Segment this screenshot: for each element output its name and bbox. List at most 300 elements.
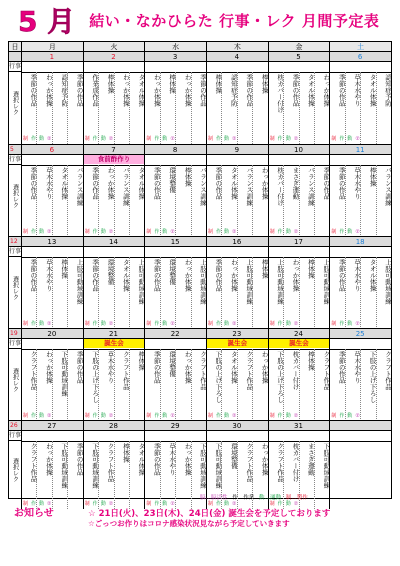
notice-line: ☆ 21日(火)、23日(木)、24日(金) 誕生会を予定しております (88, 509, 331, 519)
activity-item: 認知症予防 (229, 74, 238, 107)
activity-item: 草木水やり (44, 259, 53, 292)
tag: 動 (39, 229, 45, 235)
tag: 作 (339, 136, 345, 142)
tag: 動 (100, 413, 106, 419)
tag: 制 (269, 229, 275, 235)
activity-item: わっか体操 (229, 259, 238, 292)
date-number: 16 (232, 238, 242, 246)
activity-item: クラフト作品 (121, 351, 130, 390)
activity-item: バランス訓練 (198, 167, 207, 206)
tag: 動 (285, 136, 291, 142)
date-number: 8 (172, 146, 178, 154)
slot-divider (237, 349, 238, 421)
date-number: 18 (355, 238, 365, 246)
tag: 動 (347, 321, 353, 327)
activity-item: 環境整備 (106, 259, 115, 285)
tag: 動 (162, 136, 168, 142)
tag: 動 (100, 501, 106, 507)
tag: 作 (216, 501, 222, 507)
date-number: 14 (109, 238, 118, 246)
activity-item: タオル体操 (306, 74, 315, 107)
tag: ② (355, 413, 360, 419)
activity-item: 草木水やり (353, 74, 362, 107)
tag: 動 (224, 501, 230, 507)
slot-divider (160, 441, 161, 509)
slot-divider (191, 72, 192, 144)
slot-divider (283, 349, 284, 421)
activity-tags (208, 228, 267, 236)
slot-divider (36, 257, 37, 329)
tag: 制 (331, 321, 337, 327)
slot-divider (160, 257, 161, 329)
activity-tags (270, 412, 329, 420)
slot-divider (114, 349, 115, 421)
activity-item: タオル体操 (368, 74, 377, 107)
activity-tags (208, 412, 267, 420)
activity-item: タオル体操 (229, 167, 238, 200)
activity-item: 棒体操 (306, 351, 315, 371)
sentaku-label: 選択レク (11, 368, 19, 392)
date-number: 24 (294, 330, 303, 338)
activity-tags (85, 135, 144, 143)
date-number: 4 (234, 53, 240, 61)
activity-tags (146, 228, 205, 236)
tag: ② (108, 501, 114, 507)
activity-item: 枕カバー付け (276, 74, 285, 113)
activity-item: 季節の作品 (29, 74, 38, 107)
date-number: 11 (355, 146, 365, 154)
tag: 制 (146, 501, 152, 507)
title-bar (0, 0, 400, 40)
activity-item: 季節の作品 (291, 74, 300, 107)
date-number: 27 (47, 422, 57, 430)
date-number: 21 (109, 330, 118, 338)
slot-divider (283, 165, 284, 237)
activity-item: 草木水やり (106, 351, 115, 384)
activity-item: タオル体操 (229, 351, 238, 384)
date-number: 10 (294, 146, 303, 154)
tag: ② (232, 501, 237, 507)
sunday-date: 5 (10, 146, 14, 153)
activity-tags (85, 228, 144, 236)
slot-divider (314, 441, 315, 509)
activity-item: 環境整備 (168, 259, 177, 285)
activity-item: タオル体操 (137, 443, 146, 476)
activity-tags (331, 320, 390, 328)
sunday-date: 19 (10, 330, 18, 337)
slot-divider (252, 349, 253, 421)
slot-divider (345, 257, 346, 329)
date-number: 3 (172, 53, 178, 61)
activity-item: 季節の作品 (29, 167, 38, 200)
tag: 作 (31, 229, 37, 235)
activity-item: まさぎ運動 (306, 443, 315, 476)
date-number: 13 (47, 238, 57, 246)
activity-item: バランス訓練 (306, 167, 315, 206)
slot-divider (314, 72, 315, 144)
slot-divider (160, 349, 161, 421)
tag: 制 (146, 136, 152, 142)
tag: 動 (347, 229, 353, 235)
date-number: 15 (170, 238, 180, 246)
slot-divider (191, 165, 192, 237)
activity-item: 草木水やり (353, 167, 362, 200)
tag: 動 (39, 136, 45, 142)
tag: 動 (100, 136, 106, 142)
activity-tags (270, 320, 329, 328)
tag: 作 (31, 413, 37, 419)
slot-divider (283, 257, 284, 329)
activity-item: 環境整備 (168, 351, 177, 377)
week-row (9, 236, 391, 328)
tag: 作 (339, 413, 345, 419)
activity-item: クラフト作品 (29, 443, 38, 482)
header-weekday: 土 (329, 42, 391, 52)
slot-divider (36, 165, 37, 237)
activity-item: 下肢可動域訓練 (91, 443, 100, 489)
slot-divider (376, 257, 377, 329)
slot-divider (360, 165, 361, 237)
activity-item: タオル体操 (137, 167, 146, 200)
activity-tags (146, 135, 205, 143)
activity-item: 草木水やり (168, 443, 177, 476)
slot-divider (160, 72, 161, 144)
slot-divider (129, 441, 130, 509)
date-number: 2 (111, 53, 116, 61)
tag: 制 (208, 321, 214, 327)
activity-item: 下肢の上げ下ろし (214, 351, 223, 403)
activity-tags (270, 135, 329, 143)
week-row (9, 52, 391, 144)
tag: 作 (339, 321, 345, 327)
header-weekday: 火 (83, 42, 145, 52)
calendar-grid (8, 41, 392, 507)
activity-item: 季節の作品 (214, 259, 223, 292)
event-banner: 食前酢作り (84, 155, 145, 164)
slot-divider (221, 72, 222, 144)
activity-item: わっか体操 (183, 351, 192, 384)
slot-divider (52, 72, 53, 144)
tag: 制 (146, 321, 152, 327)
tag: 制 (269, 136, 275, 142)
activity-tags (23, 228, 82, 236)
tag: 制 (269, 321, 275, 327)
slot-divider (129, 72, 130, 144)
activity-tags (208, 135, 267, 143)
activity-item: 棒体操 (260, 74, 269, 94)
title-month: 5 月 (18, 5, 76, 38)
tag: 作 (216, 229, 222, 235)
tag: 作 (154, 501, 160, 507)
legend-item: 作…作業 (232, 495, 255, 501)
activity-item: バランス訓練 (75, 167, 84, 206)
activity-item: わっか体操 (260, 351, 269, 384)
gyoji-label: 行事 (9, 248, 22, 255)
tag: 動 (224, 321, 230, 327)
slot-divider (175, 72, 176, 144)
activity-tags (146, 320, 205, 328)
slot-divider (175, 257, 176, 329)
activity-item: 上肢可動域訓練 (75, 259, 84, 305)
slot-divider (221, 349, 222, 421)
event-banner: 誕生会 (207, 339, 268, 348)
activity-item: わっか体操 (183, 443, 192, 476)
tag: 制 (208, 229, 214, 235)
activity-item: 季節の作品 (29, 259, 38, 292)
tag: ② (293, 413, 299, 419)
date-number: 5 (296, 53, 301, 61)
activity-item: 上肢可動域訓練 (198, 259, 207, 305)
tag: 作 (31, 136, 37, 142)
slot-divider (114, 441, 115, 509)
slot-divider (314, 349, 315, 421)
legend-item: 動…運動 (259, 495, 282, 501)
tag: ② (232, 321, 237, 327)
tag: ② (293, 229, 299, 235)
tag: ② (355, 229, 360, 235)
activity-item: 季節の作品 (322, 167, 331, 200)
activity-item: 上肢可動域訓練 (276, 259, 285, 305)
slot-divider (98, 72, 99, 144)
tag: 作 (92, 229, 98, 235)
slot-divider (221, 257, 222, 329)
date-number: 6 (49, 146, 55, 154)
activity-tags (270, 228, 329, 236)
date-number: 22 (170, 330, 180, 338)
page-title: 結い・なかひらた 行事・レク 月間予定表 (89, 11, 380, 30)
activity-tags (146, 412, 205, 420)
tag: 制 (331, 229, 337, 235)
tag: ② (47, 413, 52, 419)
slot-divider (114, 72, 115, 144)
tag: ② (293, 501, 299, 507)
legend-item: 制…製作 (285, 495, 308, 501)
tag: ② (47, 501, 52, 507)
slot-divider (252, 257, 253, 329)
slot-divider (52, 441, 53, 509)
activity-item: 下肢可動域訓練 (198, 443, 207, 489)
activity-item: クラフト作品 (383, 351, 392, 390)
tag: 作 (277, 413, 283, 419)
activity-item: 季節の作品 (245, 74, 254, 107)
activity-item: 草木水やり (44, 167, 53, 200)
gyoji-label: 行事 (9, 432, 22, 439)
activity-item: 草木水やり (353, 351, 362, 384)
activity-item: 季節の作品 (337, 259, 346, 292)
sunday-date: 26 (10, 422, 18, 429)
activity-item: 季節の作品 (214, 167, 223, 200)
event-banner: 誕生会 (269, 339, 330, 348)
tag: 制 (23, 136, 29, 142)
tag: 動 (162, 229, 168, 235)
tag: 制 (146, 229, 152, 235)
slot-divider (98, 349, 99, 421)
tag: 制 (84, 229, 90, 235)
tag: 作 (92, 413, 98, 419)
activity-tags (331, 135, 390, 143)
activity-item: 棒体操 (183, 167, 192, 187)
slot-divider (114, 257, 115, 329)
activity-tags (23, 412, 82, 420)
tag: 動 (347, 136, 353, 142)
activity-item: わっか体操 (44, 74, 53, 107)
slot-divider (175, 349, 176, 421)
activity-tags (23, 320, 82, 328)
activity-item: 草木水やり (353, 259, 362, 292)
slot-divider (114, 165, 115, 237)
date-number: 1 (49, 53, 55, 61)
tag: ② (232, 413, 237, 419)
tag: 作 (154, 413, 160, 419)
slot-divider (129, 257, 130, 329)
activity-item: クラフト作品 (29, 351, 38, 390)
date-number: 9 (234, 146, 240, 154)
tag: ② (170, 321, 175, 327)
slot-divider (52, 257, 53, 329)
tag: 制 (208, 136, 214, 142)
activity-item: わっか体操 (291, 259, 300, 292)
activity-item: 枕カバー付け (291, 351, 300, 390)
activity-item: 上肢可動域訓練 (245, 259, 254, 305)
tag: 制 (331, 413, 337, 419)
slot-divider (360, 72, 361, 144)
activity-item: わっか体操 (322, 74, 331, 107)
activity-item: 下肢の上げ下ろし (368, 351, 377, 403)
tag: 動 (100, 321, 106, 327)
slot-divider (299, 72, 300, 144)
activity-item: わっか体操 (106, 167, 115, 200)
activity-item: クラフト作品 (198, 351, 207, 390)
tag: 作 (277, 136, 283, 142)
activity-item: 棒体操 (121, 443, 130, 463)
date-number: 28 (109, 422, 118, 430)
tag: ② (47, 136, 52, 142)
activity-item: 棒体操 (106, 74, 115, 94)
activity-item: クラフト作品 (276, 443, 285, 482)
date-number: 17 (294, 238, 303, 246)
tag: 作 (277, 229, 283, 235)
activity-item: 下肢可動域訓練 (322, 443, 331, 489)
slot-divider (299, 349, 300, 421)
activity-item: 棒体操 (60, 259, 69, 279)
tag: 制 (23, 413, 29, 419)
activity-item: 棒体操 (137, 351, 146, 371)
slot-divider (129, 165, 130, 237)
tag: ② (170, 413, 175, 419)
activity-item: 季節の作品 (91, 259, 100, 292)
header-weekday: 水 (144, 42, 206, 52)
tag: 動 (285, 229, 291, 235)
tag: 動 (162, 501, 168, 507)
activity-item: バランス訓練 (121, 167, 130, 206)
slot-divider (376, 349, 377, 421)
tag: ② (232, 136, 237, 142)
slot-divider (237, 257, 238, 329)
week-row (9, 144, 391, 236)
slot-divider (252, 165, 253, 237)
activity-item: 季節の作品 (152, 259, 161, 292)
slot-divider (98, 165, 99, 237)
tag: ② (355, 321, 360, 327)
activity-item: 棒体操 (214, 74, 223, 94)
activity-item: 棒体操 (260, 259, 269, 279)
sentaku-label: 選択レク (11, 276, 19, 300)
slot-divider (191, 441, 192, 509)
tag: 制 (208, 501, 214, 507)
activity-item: 季節の作品 (198, 74, 207, 107)
slot-divider (221, 165, 222, 237)
activity-item: 季節の作品 (337, 74, 346, 107)
slot-divider (345, 165, 346, 237)
activity-item: わっか体操 (260, 167, 269, 200)
date-number: 7 (111, 146, 116, 154)
date-number: 25 (355, 330, 365, 338)
activity-item: まさぎ運動 (291, 167, 300, 200)
tag: 作 (92, 321, 98, 327)
tag: ② (170, 229, 175, 235)
tag: 動 (224, 136, 230, 142)
tag: 動 (285, 413, 291, 419)
slot-divider (360, 257, 361, 329)
week-row (9, 328, 391, 420)
activity-item: 棒体操 (168, 74, 177, 94)
slot-divider (160, 165, 161, 237)
activity-item: バランス訓練 (245, 167, 254, 206)
activity-tags (331, 228, 390, 236)
activity-item: タオル体操 (137, 74, 146, 107)
slot-divider (299, 257, 300, 329)
tag: 作 (154, 229, 160, 235)
slot-divider (376, 72, 377, 144)
tag: ② (170, 136, 175, 142)
activity-item: 上肢可動域訓練 (322, 259, 331, 305)
slot-divider (376, 165, 377, 237)
activity-item: わっか体操 (152, 74, 161, 107)
gyoji-label: 行事 (9, 156, 22, 163)
activity-item: わっか体操 (260, 443, 269, 476)
activity-item: わっか体操 (183, 74, 192, 107)
header-weekday: 月 (21, 42, 83, 52)
activity-item: 季節の作品 (75, 351, 84, 384)
slot-divider (283, 72, 284, 144)
tag: 動 (162, 321, 168, 327)
slot-divider (67, 441, 68, 509)
date-number: 29 (170, 422, 180, 430)
activity-item: わっか体操 (121, 74, 130, 107)
activity-item: 上肢可動域訓練 (383, 259, 392, 305)
slot-divider (67, 349, 68, 421)
tag: ② (47, 321, 52, 327)
activity-item: 季節の作品 (152, 443, 161, 476)
slot-divider (52, 165, 53, 237)
activity-item: 下肢可動域訓練 (60, 443, 69, 489)
slot-divider (299, 165, 300, 237)
activity-item: タオル体操 (368, 259, 377, 292)
header-day-label: 日 (9, 42, 21, 52)
activity-tags (85, 412, 144, 420)
sentaku-label: 選択レク (11, 458, 19, 482)
tag: ② (108, 229, 114, 235)
tag: 制 (84, 136, 90, 142)
activity-item: 下肢の上げ下ろし (91, 351, 100, 403)
activity-item: 棒体操 (368, 167, 377, 187)
tag: 制 (269, 413, 275, 419)
tag: ② (355, 136, 360, 142)
header-weekday: 木 (206, 42, 268, 52)
slot-divider (175, 165, 176, 237)
slot-divider (67, 257, 68, 329)
tag: 制 (331, 136, 337, 142)
